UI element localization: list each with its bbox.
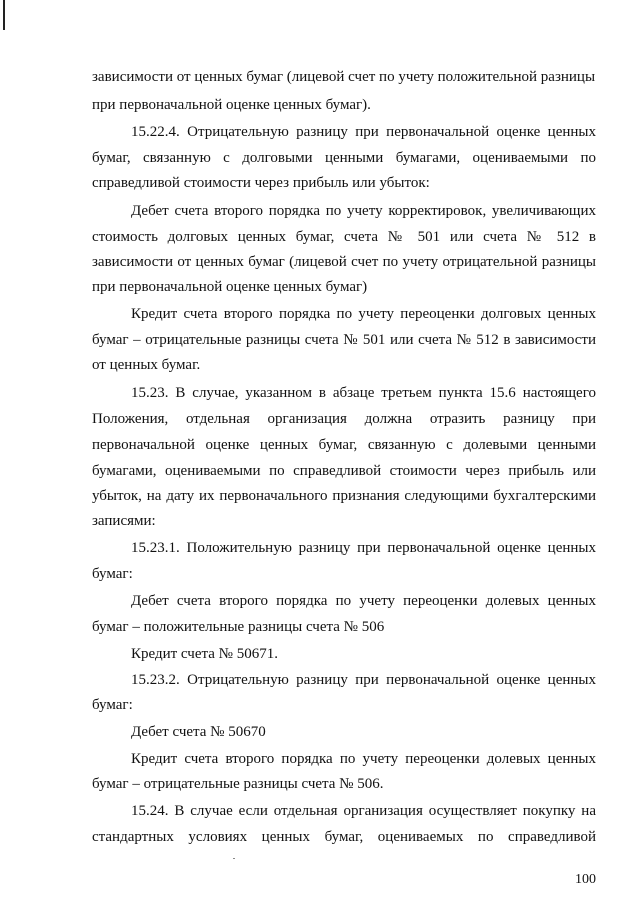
- text-line-17: убыток, на дату их первоначального признания следующими бухгалтерскими: [92, 488, 596, 504]
- text-line-3: 15.22.4. Отрицательную разницу при первоначальной оценке ценных: [131, 124, 596, 140]
- text-line-19: 15.23.1. Положительную разницу при первоначальной оценке ценных: [131, 540, 596, 556]
- text-line-30: стандартных условиях ценных бумаг, оцениваемых по справедливой: [92, 829, 596, 845]
- text-line-21: Дебет счета второго порядка по учету переоценки долевых ценных: [131, 593, 596, 609]
- text-line-12: от ценных бумаг.: [92, 357, 201, 373]
- text-line-22: бумаг – положительные разницы счета № 506: [92, 619, 385, 635]
- text-line-16: бумагами, оцениваемыми по справедливой стоимости через прибыль или: [92, 463, 596, 479]
- text-line-7: стоимость долговых ценных бумаг, счета № 501 или счета № 512 в: [92, 229, 596, 245]
- text-line-28: бумаг – отрицательные разницы счета № 506.: [92, 776, 384, 792]
- text-line-4: бумаг, связанную с долговыми ценными бумагами, оцениваемыми по: [92, 150, 596, 166]
- text-line-18: записями:: [92, 513, 156, 529]
- text-line-27: Кредит счета второго порядка по учету переоценки долевых ценных: [131, 751, 596, 767]
- text-line-26: Дебет счета № 50670: [131, 724, 266, 740]
- text-line-25: бумаг:: [92, 697, 133, 713]
- text-line-1: зависимости от ценных бумаг (лицевой счет по учету положительной разницы: [92, 69, 596, 85]
- text-line-15: первоначальной оценке ценных бумаг, связанную с долевыми ценными: [92, 437, 596, 453]
- text-line-20: бумаг:: [92, 566, 133, 582]
- text-line-11: бумаг – отрицательные разницы счета № 501 или счета № 512 в зависимости: [92, 332, 596, 348]
- text-line-14: Положения, отдельная организация должна отразить разницу при: [92, 411, 596, 427]
- text-line-9: при первоначальной оценке ценных бумаг): [92, 279, 368, 295]
- text-line-29: 15.24. В случае если отдельная организация осуществляет покупку на: [131, 803, 596, 819]
- text-line-2: при первоначальной оценке ценных бумаг).: [92, 97, 371, 113]
- text-line-24: 15.23.2. Отрицательную разницу при первоначальной оценке ценных: [131, 672, 596, 688]
- text-line-13: 15.23. В случае, указанном в абзаце третьем пункта 15.6 настоящего: [131, 385, 596, 401]
- text-line-10: Кредит счета второго порядка по учету переоценки долговых ценных: [131, 306, 596, 322]
- page-number: 100: [575, 872, 596, 887]
- scan-speck: [233, 858, 235, 859]
- text-line-5: справедливой стоимости через прибыль или убыток:: [92, 175, 430, 191]
- text-line-23: Кредит счета № 50671.: [131, 646, 278, 662]
- text-line-6: Дебет счета второго порядка по учету корректировок, увеличивающих: [131, 203, 596, 219]
- margin-mark: [3, 0, 5, 30]
- text-line-8: зависимости от ценных бумаг (лицевой счет по учету отрицательной разницы: [92, 254, 596, 270]
